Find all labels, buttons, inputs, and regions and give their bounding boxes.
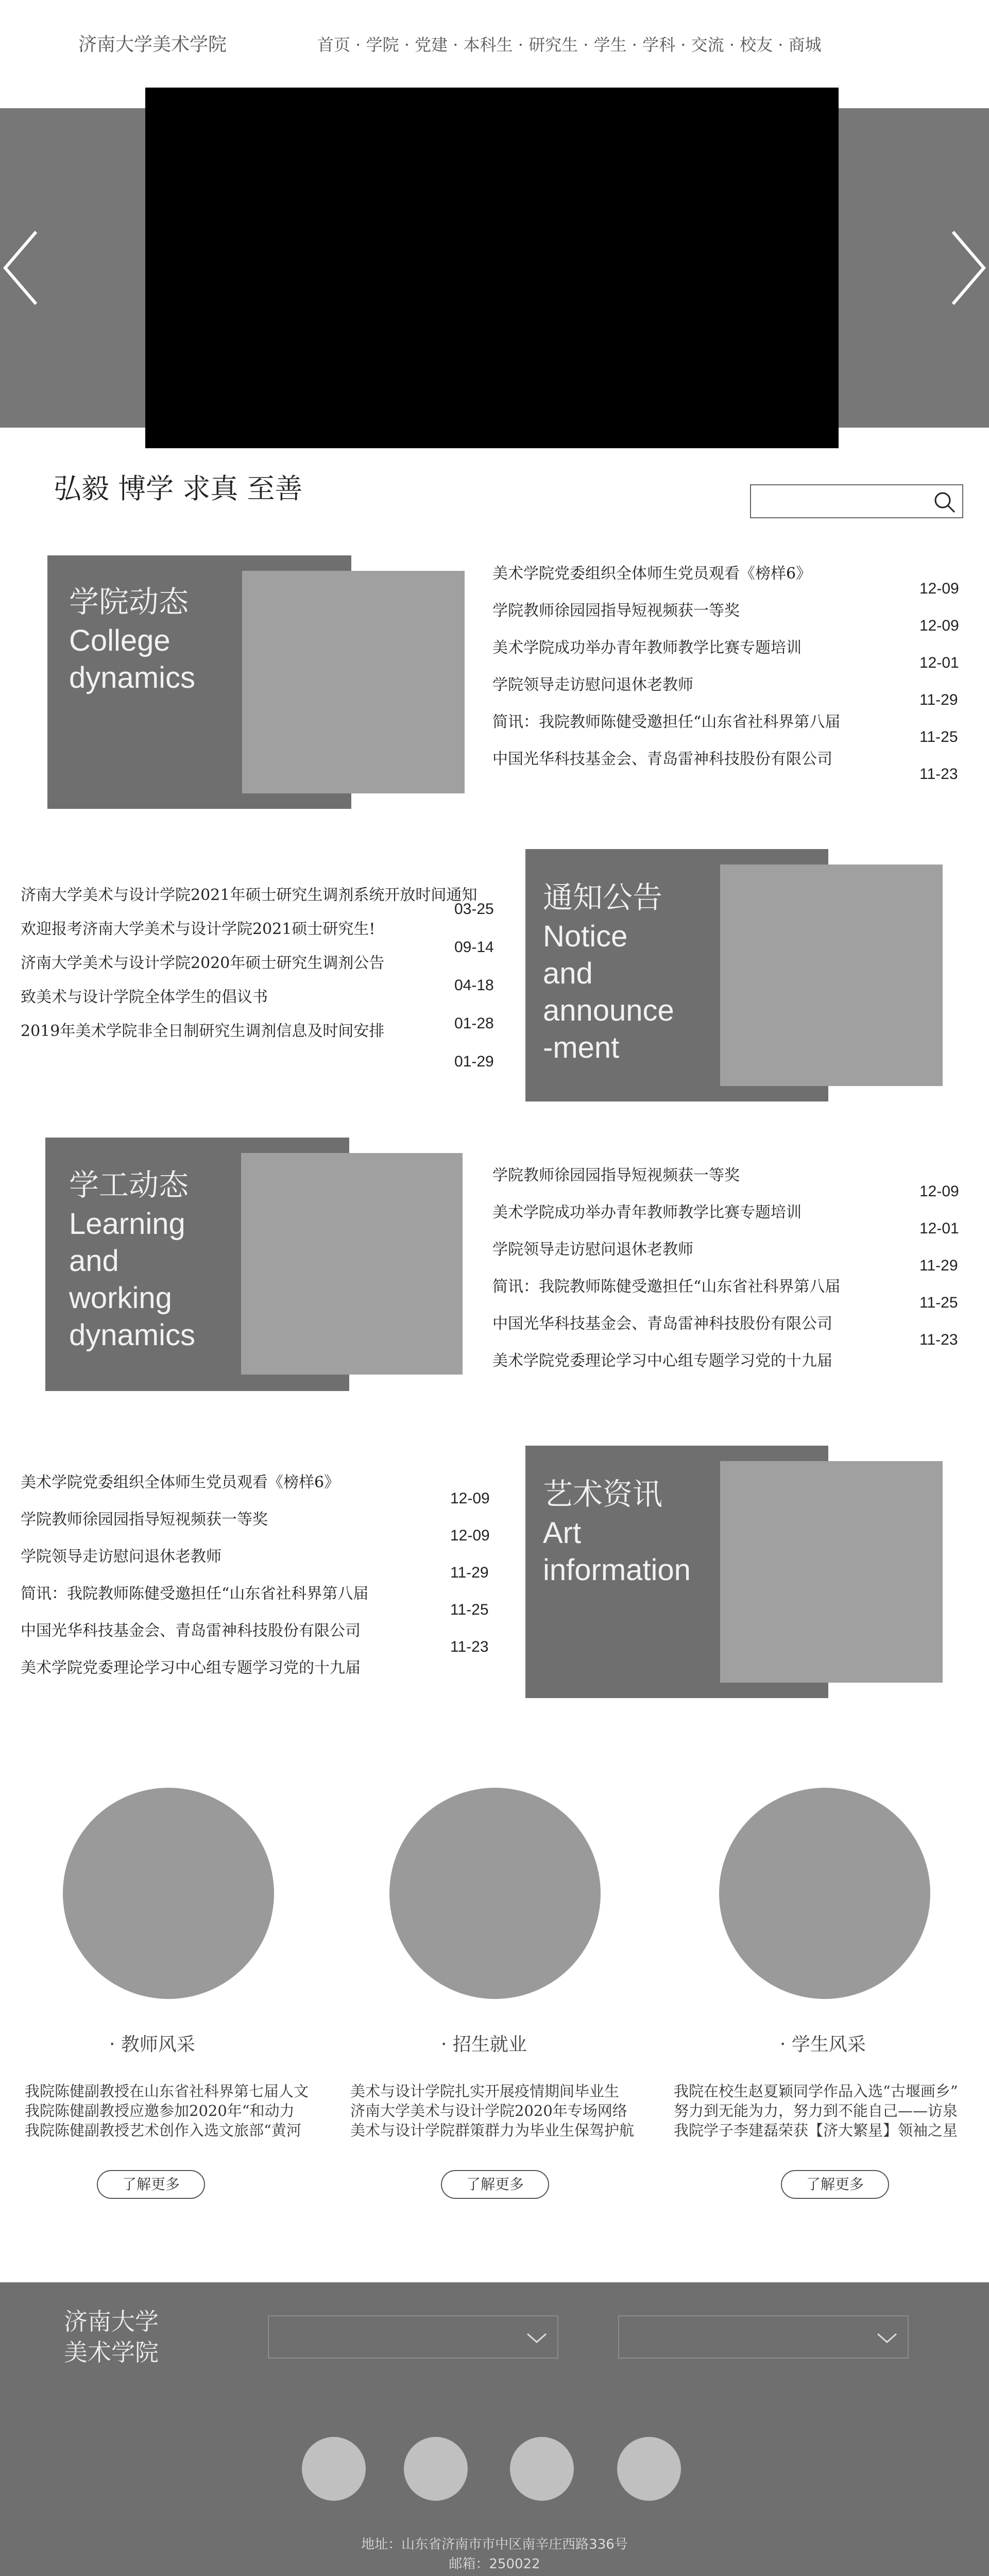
news-date: 11-25 [919, 728, 958, 745]
news-link[interactable]: 学院领导走访慰问退休老教师 [492, 676, 693, 694]
news-link[interactable]: 美术学院党委组织全体师生党员观看《榜样6》 [492, 565, 812, 583]
footer-logo-line: 济南大学 [64, 2308, 159, 2335]
news-date: 12-01 [919, 654, 959, 671]
feature-title-enrollment[interactable]: · 招生就业 [441, 2034, 527, 2055]
notice-title-zh: 通知公告 [543, 880, 663, 915]
work-news-title [69, 1166, 195, 1354]
footer-logo [64, 2306, 159, 2368]
notice-list [21, 882, 505, 1057]
news-link[interactable]: 简讯：我院教师陈健受邀担任“山东省社科界第八届 [492, 713, 841, 731]
notice-title-en: -ment [543, 1031, 620, 1064]
notice-link[interactable]: 欢迎报考济南大学美术与设计学院2021硕士研究生! [21, 920, 376, 938]
notice-date: 03-25 [454, 901, 494, 918]
student-feature-image[interactable] [719, 1788, 930, 1999]
social-icon[interactable] [510, 2437, 574, 2501]
work-news-title-en: dynamics [69, 1318, 195, 1352]
news-link[interactable]: 学院领导走访慰问退休老教师 [492, 1241, 693, 1259]
learn-more-button[interactable]: 了解更多 [441, 2170, 549, 2199]
teacher-feature-image[interactable] [63, 1788, 274, 1999]
art-news-list [21, 1469, 433, 1686]
feature-line[interactable]: 济南大学美术与设计学院2020年专场网络 [350, 2102, 627, 2120]
art-news-dates [450, 1490, 497, 1665]
learn-more-button[interactable]: 了解更多 [781, 2170, 889, 2199]
footer-link-select[interactable] [268, 2315, 558, 2359]
notice-link[interactable]: 济南大学美术与设计学院2021年硕士研究生调剂系统开放时间通知 [21, 886, 478, 904]
work-news-image [241, 1153, 463, 1375]
news-link[interactable]: 学院领导走访慰问退休老教师 [21, 1548, 221, 1566]
social-icon[interactable] [302, 2437, 366, 2501]
feature-line[interactable]: 我院陈健副教授艺术创作入选文旅部“黄河 [25, 2122, 301, 2139]
notice-date: 09-14 [454, 939, 494, 956]
feature-line[interactable]: 我院陈健副教授在山东省社科界第七届人文 [25, 2082, 309, 2100]
art-news-title [543, 1476, 691, 1589]
news-date: 11-23 [450, 1638, 489, 1655]
feature-summary-enrollment [350, 2081, 663, 2140]
notice-link[interactable]: 致美术与设计学院全体学生的倡议书 [21, 988, 268, 1006]
art-news-title-en: information [543, 1553, 691, 1587]
notice-link[interactable]: 济南大学美术与设计学院2020年硕士研究生调剂公告 [21, 954, 385, 972]
work-news-dates [919, 1183, 966, 1358]
main-nav[interactable]: 首页 · 学院 · 党建 · 本科生 · 研究生 · 学生 · 学科 · 交流 · 校友 · 商城 [317, 35, 822, 55]
news-link[interactable]: 学院教师徐园园指导短视频获一等奖 [492, 1166, 740, 1184]
art-news-title-zh: 艺术资讯 [543, 1477, 663, 1512]
college-news-title [69, 583, 195, 697]
notice-date: 01-29 [454, 1053, 494, 1070]
news-link[interactable]: 学院教师徐园园指导短视频获一等奖 [21, 1511, 268, 1529]
feature-line[interactable]: 美术与设计学院群策群力为毕业生保驾护航 [350, 2122, 635, 2139]
college-news-title-en: dynamics [69, 661, 195, 694]
feature-line[interactable]: 我院在校生赵夏颖同学作品入选“古堰画乡” [674, 2082, 958, 2100]
college-news-list [492, 561, 863, 777]
chevron-down-icon [525, 2332, 548, 2344]
enrollment-feature-image[interactable] [389, 1788, 601, 1999]
feature-summary-teachers [25, 2081, 338, 2140]
news-date: 11-25 [919, 1294, 958, 1311]
news-date: 12-09 [919, 580, 959, 597]
feature-title-students[interactable]: · 学生风采 [780, 2034, 866, 2055]
news-link[interactable]: 中国光华科技基金会、青岛雷神科技股份有限公司 [21, 1622, 361, 1640]
feature-line[interactable]: 我院学子李建磊荣获【济大繁星】领袖之星 [674, 2122, 958, 2139]
college-news-title-en: College [69, 624, 170, 657]
news-link[interactable]: 美术学院成功举办青年教师教学比赛专题培训 [492, 639, 802, 657]
news-date: 12-09 [919, 617, 959, 634]
notice-dates [454, 901, 501, 1076]
chevron-down-icon [876, 2332, 898, 2344]
news-date: 12-09 [450, 1527, 490, 1544]
feature-line[interactable]: 努力到无能为力，努力到不能自己——访泉 [674, 2102, 958, 2120]
carousel-prev-icon[interactable] [0, 227, 46, 309]
learn-more-button[interactable]: 了解更多 [97, 2170, 205, 2199]
news-link[interactable]: 中国光华科技基金会、青岛雷神科技股份有限公司 [492, 1315, 832, 1333]
feature-summary-students [674, 2081, 987, 2140]
work-news-title-en: working [69, 1281, 172, 1315]
notice-title-en: announce [543, 994, 674, 1027]
feature-line[interactable]: 美术与设计学院扎实开展疫情期间毕业生 [350, 2082, 620, 2100]
college-news-title-zh: 学院动态 [69, 584, 189, 619]
notice-link[interactable]: 2019年美术学院非全日制研究生调剂信息及时间安排 [21, 1022, 385, 1040]
work-news-list [492, 1162, 863, 1379]
news-link[interactable]: 美术学院成功举办青年教师教学比赛专题培训 [492, 1204, 802, 1222]
notice-image [720, 865, 943, 1086]
social-icon[interactable] [404, 2437, 468, 2501]
notice-date: 01-28 [454, 1015, 494, 1032]
search-box[interactable] [750, 484, 963, 518]
news-link[interactable]: 学院教师徐园园指导短视频获一等奖 [492, 602, 740, 620]
news-date: 12-01 [919, 1220, 959, 1237]
notice-title [543, 879, 674, 1066]
news-date: 11-29 [450, 1564, 489, 1581]
feature-line[interactable]: 我院陈健副教授应邀参加2020年“和动力 [25, 2102, 295, 2120]
news-date: 11-23 [919, 1331, 958, 1348]
news-date: 11-29 [919, 1257, 958, 1274]
news-link[interactable]: 简讯：我院教师陈健受邀担任“山东省社科界第八届 [492, 1278, 841, 1296]
work-news-title-en: and [69, 1244, 119, 1278]
art-news-title-en: Art [543, 1516, 582, 1550]
news-date: 11-23 [919, 766, 958, 783]
footer-postcode: 邮箱：250022 [449, 2556, 540, 2572]
school-motto: 弘毅 博学 求真 至善 [54, 472, 303, 505]
notice-date: 04-18 [454, 977, 494, 994]
footer-link-select[interactable] [618, 2315, 909, 2359]
news-link[interactable]: 美术学院党委理论学习中心组专题学习党的十九届 [21, 1659, 361, 1677]
notice-title-en: Notice [543, 920, 628, 953]
news-date: 11-25 [450, 1601, 489, 1618]
news-date: 11-29 [919, 691, 958, 708]
footer-address: 地址：山东省济南市市中区南辛庄西路336号 [361, 2537, 628, 2552]
banner-media[interactable] [145, 88, 839, 448]
news-link[interactable]: 简讯：我院教师陈健受邀担任“山东省社科界第八届 [21, 1585, 369, 1603]
feature-title-teachers[interactable]: · 教师风采 [109, 2034, 195, 2055]
art-news-image [720, 1461, 943, 1683]
news-link[interactable]: 美术学院党委组织全体师生党员观看《榜样6》 [21, 1473, 340, 1492]
carousel-next-icon[interactable] [943, 227, 989, 309]
site-logo[interactable]: 济南大学美术学院 [78, 34, 227, 55]
social-icon[interactable] [617, 2437, 681, 2501]
news-link[interactable]: 中国光华科技基金会、青岛雷神科技股份有限公司 [492, 750, 832, 768]
news-date: 12-09 [450, 1490, 490, 1507]
work-news-title-en: Learning [69, 1207, 185, 1241]
college-news-dates [919, 580, 966, 796]
notice-title-en: and [543, 957, 593, 990]
footer-logo-line: 美术学院 [64, 2338, 159, 2366]
news-link[interactable]: 美术学院党委理论学习中心组专题学习党的十九届 [492, 1352, 832, 1370]
search-icon[interactable] [933, 491, 956, 514]
work-news-title-zh: 学工动态 [69, 1167, 189, 1202]
news-date: 12-09 [919, 1183, 959, 1200]
college-news-image [242, 571, 465, 793]
